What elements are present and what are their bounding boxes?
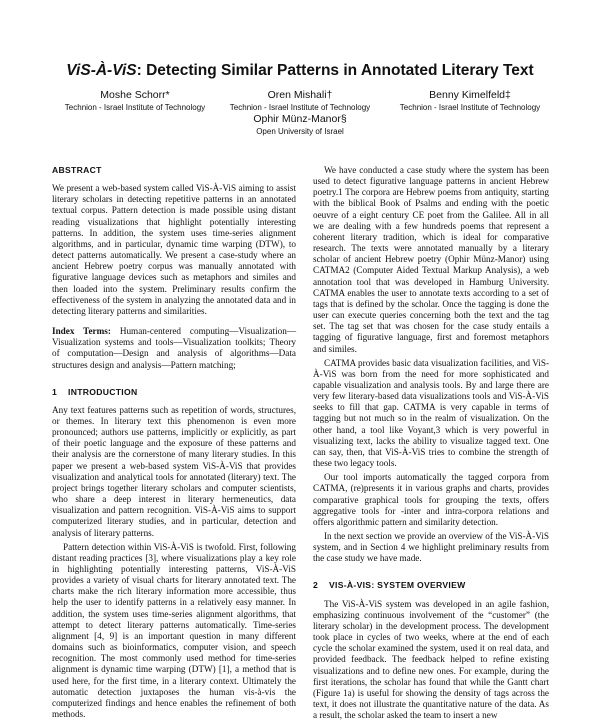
index-terms-text: Human-centered computing—Visualization—Visualization systems and tools—Visualization toolkits; Theory of computation—Design and analysis of algorithms—Data structures design and analysis—Pattern matching; [52, 326, 297, 370]
system-overview-paragraph: The ViS-À-ViS system was developed in an agile fashion, emphasizing continuous involvement of the “customer” (the literary scholar) in the development process. The development took place in cycles of two weeks, where at the end of each cycle the scholar examined the system, used it on real data, and provided feedback. The feedback helped to refine existing visualizations and to define new ones. For example, during the first iterations, the scholar has found that while the Gantt chart (Figure 1a) is useful for showing the density of tags across the text, it does not illustrate the quantitative nature of the data. As a result, the scholar asked the team to insert a new [313, 598, 549, 721]
section-1-heading [52, 387, 296, 398]
title-rest: : Detecting Similar Patterns in Annotated Literary Text [136, 62, 534, 79]
section-title: INTRODUCTION [68, 386, 138, 397]
author-affiliation: Technion - Israel Institute of Technology [399, 103, 541, 112]
section-title: VIS-À-VIS: SYSTEM OVERVIEW [329, 580, 466, 591]
author-3 [375, 89, 565, 113]
left-column [52, 165, 296, 720]
author-1 [40, 89, 230, 113]
author-affiliation: Technion - Israel Institute of Technology [64, 103, 206, 112]
section-2-heading [313, 580, 549, 591]
author-affiliation: Open University of Israel [256, 127, 344, 136]
intro-paragraph-2: Pattern detection within ViS-À-ViS is twofold. First, following distant reading practices [3], where visualizations play a key role in highlighting potentially interesting patterns, ViS-À-ViS provides a variety of visual charts for literary annotated text. The charts make the rich literary information more accessible, thus help the user to identify patterns in a relatively easy manner. In addition, the system uses time-series alignment algorithms, that attempt to detect literary patterns automatically. Time-series alignment [4, 9] is an important question in many different domains such as bioinformatics, computer vision, and speech recognition. The most commonly used method for time-series alignment is dynamic time warping (DTW) [1], a method that is used here, for the first time, in a literary context. Ultimately the automatic detection juxtaposes the human vis-à-vis the computerized findings and hence enables the refinement of both methods. [52, 541, 296, 720]
author-4 [205, 113, 395, 137]
right-paragraph-4: In the next section we provide an overview of the ViS-À-ViS system, and in Section 4 we highlight preliminary results from the case study we have made. [313, 531, 549, 564]
intro-paragraph-1: Any text features patterns such as repetition of words, structures, or themes. In literary text this phenomenon is even more pronounced; authors use patterns, implicitly or explicitly, as part of their poetic language and the exposure of these patterns and their analysis are the cornerstone of many literary studies. In this paper we present a web-based system ViS-À-ViS that provides visualization and analytical tools for annotated (literary) text. The project brings together literary scholars and computer scientists, who share a deep interest in literary hermeneutics, data visualization and pattern recognition. ViS-À-ViS aims to support computerized literary studies, and in particular, detection and analysis of literary patterns. [52, 404, 296, 538]
author-affiliation: Technion - Israel Institute of Technology [229, 103, 371, 112]
abstract-heading: ABSTRACT [52, 165, 102, 175]
right-column [313, 165, 549, 721]
right-paragraph-1: We have conducted a case study where the system has been used to detect figurative language patterns in ancient Hebrew poetry.1 The corpora are Hebrew poems from antiquity, starting with the biblical Book of Psalms and ending with the poetic oeuvre of a eight century CE poet from the Galilee. All in all we are dealing with a few hundreds poems that represent a coherent literary tradition, which is ideal for comparative research. The texts were annotated manually by a literary scholar of ancient Hebrew poetry (Ophir Münz-Manor) using CATMA2 (Computer Aided Textual Markup Analysis), a web annotation tool that was developed in Hamburg University. CATMA enables the user to annotate texts according to a set of tags that is defined by the scholar. Once the tagging is done the user can execute queries concerning both the text and the tag set. The tag set that was chosen for the case study entails a tagging of figurative language, first and foremost metaphors and similes. [313, 165, 549, 354]
abstract-text: We present a web-based system called ViS-À-ViS aiming to assist literary scholars in detecting repetitive patterns in an annotated textual corpus. Pattern detection is made possible using distant reading visualizations that highlight potentially interesting patterns. In addition, the system uses time-series alignment algorithms, and in particular, dynamic time warping (DTW), to detect patterns automatically. We present a case-study where an ancient Hebrew poetry corpus was manually annotated with figurative language devices such as metaphors and similes and then loaded into the system. Preliminary results confirm the effectiveness of the system in analyzing the annotated data and in detecting literary patterns and similarities. [52, 183, 296, 316]
author-name: Benny Kimelfeld‡ [429, 89, 511, 101]
author-name: Ophir Münz-Manor§ [253, 113, 347, 125]
right-paragraph-3: Our tool imports automatically the tagged corpora from CATMA, (re)presents it in various graphs and charts, provides comparative graphical tools for grouping the texts, offers aggregative tools for -inter and intra-corpora relations and offers algorithmic pattern and similarity detection. [313, 472, 549, 527]
paper-title [0, 62, 600, 80]
author-name: Moshe Schorr* [100, 89, 170, 101]
title-system-name: ViS-À-ViS [66, 62, 137, 79]
index-terms [52, 326, 296, 371]
section-number: 1 [52, 386, 58, 397]
section-number: 2 [313, 580, 319, 591]
author-name: Oren Mishali† [267, 89, 333, 101]
index-terms-label: Index Terms: [52, 326, 111, 337]
right-paragraph-2: CATMA provides basic data visualization facilities, and ViS-À-ViS was born from the need for more sophisticated and capable visualization and analysis tools. By and large there are very few literary-based data visualizations tools and ViS-À-ViS seeks to fill that gap. CATMA is very capable in terms of tagging but not much so in the realm of visualization. On the other hand, a tool like Voyant,3 which is very powerful in visualizing text, lacks the ability to visualize tagged text. One can say, then, that ViS-À-ViS tries to combine the strength of these two legacy tools. [313, 357, 549, 469]
author-2 [205, 89, 395, 113]
